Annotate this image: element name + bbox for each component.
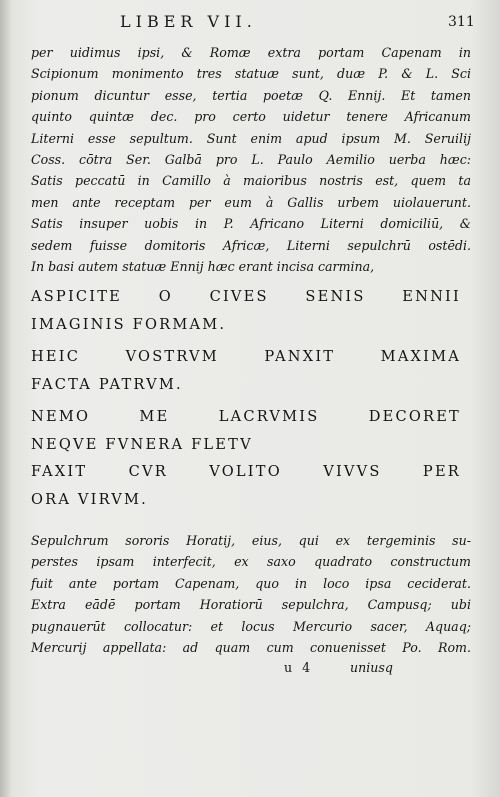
- text-line: Literni esse sepultum. Sunt enim apud ipsum M. Seruilij: [31, 130, 471, 146]
- catchword: uniusq: [350, 660, 393, 675]
- epitaph-line: HEIC VOSTRVM PANXIT MAXIMA: [31, 348, 461, 365]
- epitaph-line: ORA VIRVM.: [31, 490, 149, 508]
- paragraph-intro: [31, 42, 471, 277]
- text-line: Sepulchrum sororis Horatij, eius, qui ex tergeminis su-: [31, 533, 471, 548]
- text-line: pionum dicuntur esse, tertia poetæ Q. Ennij. Et tamen: [31, 87, 471, 103]
- signature-mark: [284, 660, 313, 675]
- paragraph-horatii: [31, 530, 471, 658]
- epitaph-line: NEMO ME LACRVMIS DECORET: [31, 408, 461, 425]
- epitaph-line: IMAGINIS FORMAM.: [31, 315, 227, 333]
- page-header: [0, 12, 500, 36]
- text-line: Coss. cōtra Ser. Galbā pro L. Paulo Aemilio uerba hæc:: [31, 152, 471, 168]
- epitaph-line: FACTA PATRVM.: [31, 375, 183, 393]
- page-number: 311: [448, 14, 475, 30]
- text-line: per uidimus ipsi, & Romæ extra portam Capenam in: [31, 45, 471, 60]
- text-line: In basi autem statuæ Ennij hæc erant incisa carmina,: [31, 259, 375, 275]
- text-line: Satis peccatū in Camillo à maioribus nostris est, quem ta: [31, 173, 471, 189]
- signature-text: u 4: [284, 660, 314, 675]
- text-line: men ante receptam per eum à Gallis urbem uiolauerunt.: [31, 194, 471, 210]
- running-head: LIBER VII.: [120, 12, 257, 31]
- text-line: perstes ipsam interfecit, ex saxo quadrato constructum: [31, 554, 471, 570]
- text-line: Extra eādē portam Horatiorū sepulchra, Campusq; ubi: [31, 597, 471, 613]
- epitaph-inscription: [31, 283, 461, 513]
- epitaph-line: FAXIT CVR VOLITO VIVVS PER: [31, 463, 461, 480]
- text-line: pugnauerūt collocatur: et locus Mercurio sacer, Aquaq;: [31, 618, 471, 634]
- epitaph-line: NEQVE FVNERA FLETV: [31, 435, 253, 453]
- epitaph-line: ASPICITE O CIVES SENIS ENNII: [31, 288, 461, 305]
- text-line: Scipionum monimento tres statuæ sunt, duæ P. & L. Sci: [31, 66, 471, 82]
- text-line: quinto quintæ dec. pro certo uidetur tenere Africanum: [31, 109, 471, 125]
- text-line: Satis insuper uobis in P. Africano Literni domiciliū, &: [31, 216, 471, 232]
- text-line: sedem fuisse domitoris Africæ, Literni sepulchrū ostēdi.: [31, 237, 471, 253]
- text-line: fuit ante portam Capenam, quo in loco ipsa ceciderat.: [31, 575, 471, 591]
- text-line: Mercurij appellata: ad quam cum conuenisset Po. Rom.: [31, 640, 471, 656]
